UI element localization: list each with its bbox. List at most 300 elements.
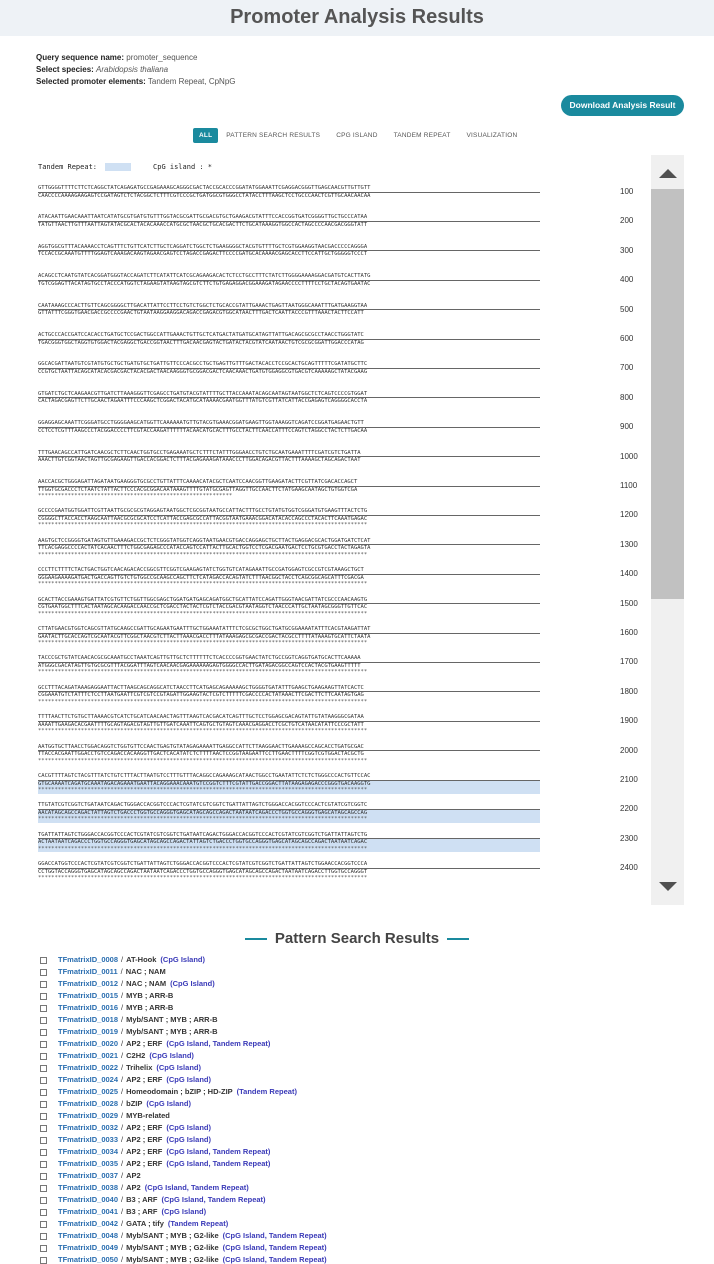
element-tags: (CpG Island) — [160, 955, 205, 964]
element-tags: (CpG Island, Tandem Repeat) — [166, 1039, 271, 1048]
sequence-block — [38, 685, 650, 706]
result-row — [40, 1242, 327, 1254]
sequence-block — [38, 303, 650, 324]
separator: / — [121, 979, 124, 988]
tfmatrix-link[interactable]: TFmatrixID_0035 — [58, 1159, 119, 1168]
tfmatrix-link[interactable]: TFmatrixID_0038 — [58, 1183, 119, 1192]
position-number: 1500 — [620, 598, 638, 608]
tfmatrix-link[interactable]: TFmatrixID_0021 — [58, 1051, 119, 1060]
result-checkbox[interactable] — [40, 1065, 47, 1072]
species-label: Select species: — [36, 65, 94, 74]
result-row — [40, 966, 327, 978]
position-number: 1100 — [620, 481, 638, 490]
tf-family: Myb/SANT ; MYB ; ARR-B — [126, 1015, 218, 1024]
tf-family: B3 ; ARF — [126, 1207, 158, 1216]
sequence-block — [38, 626, 650, 647]
sense-strand: CCCTTCTTTTCTACTGACTGGTCAACAGACACCGGCGTTCGGTCGAAGAGTATCTGGTGTCATAGAAATTGCCGATGGAGTCGCCGTCGTAAAGCTGCT — [38, 567, 540, 575]
result-row — [40, 1026, 327, 1038]
result-row — [40, 978, 327, 990]
cpg-marker-line — [38, 405, 540, 412]
sequence-block — [38, 832, 650, 853]
result-checkbox[interactable] — [40, 969, 47, 976]
query-name-value: promoter_sequence — [126, 53, 198, 62]
result-row — [40, 1170, 327, 1182]
cpg-marker-line: **************************************************************************************************** — [38, 551, 368, 558]
result-row — [40, 1230, 327, 1242]
sequence-block — [38, 597, 650, 618]
position-number: 2200 — [620, 804, 638, 814]
tandem-legend-label: Tandem Repeat: — [38, 163, 98, 171]
position-number: 700 — [620, 363, 634, 373]
position-number: 1300 — [620, 539, 638, 549]
cpg-marker-line: **************************************************************************************************** — [38, 581, 368, 588]
cpg-marker-line: **************************************************************************************************** — [38, 669, 368, 676]
element-tags: (CpG Island, Tandem Repeat) — [144, 1183, 249, 1192]
result-row — [40, 1254, 327, 1264]
result-row — [40, 1134, 327, 1146]
result-checkbox[interactable] — [40, 1005, 47, 1012]
sense-strand: GGAGGAGCAAATTCGGGATGCCTGGGGAAGCATGGTTCAAAAAATGTTGTACGTGAAACGGATGAAGTTGGTAAAGGTCAGATCCGGATGAGAACTGTT — [38, 420, 540, 428]
position-number: 1000 — [620, 451, 638, 461]
scroll-thumb[interactable] — [651, 189, 684, 599]
sequence-block — [38, 479, 650, 500]
tf-family: AP2 ; ERF — [126, 1147, 163, 1156]
result-row — [40, 1098, 327, 1110]
result-row — [40, 1002, 327, 1014]
result-tabs — [193, 128, 525, 143]
tf-family: AP2 ; ERF — [126, 1135, 163, 1144]
sense-strand: CAATAAAGCCCACTTGTTCAGCGGGGCTTGACATTATTCCTTCCTGTCTGGCTCTGCACCGTATTGAAACTGAGTTAATGGGCAAATTTGATGAAGGTAA — [38, 303, 540, 311]
result-checkbox[interactable] — [40, 1041, 47, 1048]
position-number: 300 — [620, 245, 634, 255]
tfmatrix-link[interactable]: TFmatrixID_0015 — [58, 991, 119, 1000]
result-row — [40, 1038, 327, 1050]
antisense-strand: TTACCACGAATTGGACCTGTCCAGACCACAAGGTTGACTCACATATCTCTTTTAACTCCGGTAAGAATTCCTTGAACTTTTCGGTCGTGGACTACGCTG — [38, 751, 364, 758]
position-number: 1400 — [620, 569, 638, 579]
separator: / — [120, 967, 123, 976]
sense-strand: AAGTGCTCCGGGGTGATAGTGTTGAAAGACCGCTCTCGGGTATGGTCAGGTAATGAACGTGACCAGGAGCTGCTTACTGAGGACGCACTGGATGATCTCAT — [38, 538, 540, 546]
antisense-strand: ACTAATAATCAGACCCTGGTGCCAGGGTGAGCATAGCAGCCAGACTATTAGTCTGACCCTGGTGCCAGGGTGAGCATAGCAGCCAGACTAATAATCAGAC — [38, 839, 540, 846]
position-number: 900 — [620, 422, 634, 432]
result-row — [40, 1062, 327, 1074]
antisense-strand: CAACCCCAAAAGAAGAGTCCGATAGTCTCTACGGCTCTTTCGTCCCGCTGATGGCGTGGGCCTATACCTTTAAGCTCCTGCCCAACTCGTTGCAACAACAA — [38, 192, 371, 199]
separator: / — [121, 1243, 124, 1252]
tf-family: B3 ; ARF — [126, 1195, 158, 1204]
result-checkbox[interactable] — [40, 1137, 47, 1144]
position-number: 1900 — [620, 716, 638, 726]
cpg-marker-line — [38, 287, 540, 294]
separator: / — [121, 1207, 124, 1216]
position-number: 1800 — [620, 686, 638, 696]
sense-strand: ACTGCCCACCGATCCACACCTGATGCTCCGACTGGCCATTGAAACTGTTGCTCATGACTATGATGCATAGTTATTGACAGCGCGCCTAACCTGGGTATC — [38, 332, 540, 340]
antisense-strand: AACATAGCAGCCAGACTATTAGTCTGACCCTGGTGCCAGGGTGAGCATAGCAGCCAGACTAATAATCAGACCCTGGTGCCAGGGTGAGCATAGCAGCCAG — [38, 810, 540, 817]
tf-family: AP2 — [126, 1183, 141, 1192]
position-number: 1200 — [620, 510, 638, 520]
sequence-block — [38, 508, 650, 529]
sequence-block — [38, 655, 650, 676]
tf-family: MYB ; ARR-B — [126, 991, 174, 1000]
sequence-block — [38, 773, 650, 794]
tfmatrix-link[interactable]: TFmatrixID_0033 — [58, 1135, 119, 1144]
sequence-scrollbar[interactable] — [651, 155, 684, 905]
antisense-strand: TGTCGGAGTTACATAGTGCCTACCCATGGTCTAGAAGTATAAGTAGCGTCTTCTGTGAGAGGACGGAAAGATAGAACCCCTTTTCCTGCTACAGTGAATAC — [38, 280, 371, 287]
query-info — [36, 52, 236, 88]
tf-family: NAC ; NAM — [125, 967, 166, 976]
antisense-strand: GTGCAAAATCAGATGCAAATAGACAGAAATGAATTACAGGAAACAAATGTCCGGTCTTTCGTATTGACCGGACTTATAAGAGAGACCCGGGTGACAAGGTG — [38, 781, 540, 788]
result-row — [40, 1086, 327, 1098]
tfmatrix-link[interactable]: TFmatrixID_0040 — [58, 1195, 119, 1204]
result-checkbox[interactable] — [40, 1221, 47, 1228]
separator: / — [121, 1051, 124, 1060]
result-row — [40, 1218, 327, 1230]
tfmatrix-link[interactable]: TFmatrixID_0025 — [58, 1087, 119, 1096]
position-number: 2100 — [620, 775, 638, 784]
species-value: Arabidopsis thaliana — [96, 65, 169, 74]
antisense-strand: AAAATTGAAGACACGAATTTTGCAGTAGACGTAGTTGTTGATCAAATTCAGTGCTGTAGTCAAACGAGGACCTCGCTGTCATAACATATTCCCGCTATT — [38, 721, 364, 728]
separator: / — [121, 1075, 124, 1084]
sequence-legend — [38, 163, 212, 171]
separator: / — [121, 955, 124, 964]
separator: / — [121, 1111, 124, 1120]
position-number: 1600 — [620, 628, 638, 637]
cpg-marker-line — [38, 228, 540, 235]
cpg-marker-line — [38, 199, 540, 206]
sequence-panel — [36, 155, 650, 905]
tf-family: Myb/SANT ; MYB ; ARR-B — [126, 1027, 218, 1036]
tfmatrix-link[interactable]: TFmatrixID_0034 — [58, 1147, 119, 1156]
sense-strand: TTTGAACAGCCATTGATCAACGCTCTTCAACTGGTGCCTGAGAAATGCTCTTTCTATTTGGGAACCTGTCTGCAATGAAATTTTCGATCGTCTGATTA — [38, 450, 540, 458]
tfmatrix-link[interactable]: TFmatrixID_0048 — [58, 1231, 119, 1240]
cpg-marker-line: **************************************************************************************************** — [38, 522, 368, 529]
tf-family: AP2 ; ERF — [126, 1039, 163, 1048]
result-checkbox[interactable] — [40, 1149, 47, 1156]
cpg-marker-line: **************************************************************************************************** — [38, 757, 368, 764]
antisense-strand: CCTGGTACCAGGGTGAGCATAGCAGCCAGACTAATAATCAGACCCTGGTGCCAGGGTGAGCATAGCAGCCAGACTAATAATCAGACCTTGGTGCCAGGGT — [38, 868, 368, 875]
tf-family: AP2 — [126, 1171, 141, 1180]
tfmatrix-link[interactable]: TFmatrixID_0008 — [58, 955, 119, 964]
position-number: 400 — [620, 275, 634, 285]
tandem-legend-swatch — [105, 163, 131, 171]
scroll-up-arrow-icon[interactable] — [659, 169, 677, 178]
sense-strand: AATGGTGCTTAACCTGGACAGGTCTGGTGTTCCAACTGAGTGTATAGAGAAAATTGAGGCCATTCTTAAGGAACTTGAAAAGCCAGCACCTGATGCGAC — [38, 744, 540, 752]
sense-strand: GGCACGATTAATGTCGTATGTGCTGCTGATGTGCTGATTGTTCCCACGCCTGCTGAGTTGTTTGACTACACCTCCGCACTGCAGTTTTTCGATATGCTTC — [38, 361, 540, 369]
sequence-block — [38, 185, 650, 206]
result-checkbox[interactable] — [40, 1101, 47, 1108]
result-row — [40, 1182, 327, 1194]
separator: / — [121, 1135, 124, 1144]
tfmatrix-link[interactable]: TFmatrixID_0037 — [58, 1171, 119, 1180]
species-row — [36, 64, 236, 76]
elements-row — [36, 76, 236, 88]
elements-value: Tandem Repeat, CpNpG — [147, 77, 236, 86]
sense-strand: CTTATGAACGTGGTCAGCGTTATGCAAGCCGATTGCAGAATGAATTTGCTGGAAATATTTCTCGCGCTGGCTGATGCGGAAAATATTTCACGTAAGATTAT — [38, 626, 540, 634]
query-name-label: Query sequence name: — [36, 53, 125, 62]
position-number: 2300 — [620, 833, 638, 843]
element-tags: (CpG Island) — [166, 1123, 211, 1132]
tf-family: GATA ; tify — [126, 1219, 164, 1228]
sense-strand: AGGTGGCGTTTACAAAACCTCAGTTTCTGTTCATCTTGCTCAGGATCTGGCTCTGAAGGGGCTACGTGTTTTGCTCGTGGAAGGTAACGACCCCCAGGGA — [38, 244, 540, 252]
result-row — [40, 1146, 327, 1158]
cpg-marker-line — [38, 346, 540, 353]
sequence-block — [38, 802, 650, 823]
page-title: Promoter Analysis Results — [230, 6, 484, 28]
antisense-strand: GGGAAGAAAAGATGACTGACCAGTTGTCTGTGGCCGCAAGCCAGCTTCTCATAGACCACAGTATCTTTAACGGCTACCTCAGCGGCAGCATTTCGACGA — [38, 574, 364, 581]
sequence-block — [38, 244, 650, 265]
element-tags: (CpG Island, Tandem Repeat) — [222, 1255, 327, 1264]
antisense-strand: GAATACTTGCACCAGTCGCAATACGTTCGGCTAACGTCTTACTTAAACGACCTTTATAAAGAGCGCGACCGACTACGCCTTTTATAAAGTGCATTCTAATA — [38, 633, 371, 640]
cpg-marker-line — [38, 375, 540, 382]
cpg-marker-line — [38, 434, 540, 441]
tfmatrix-link[interactable]: TFmatrixID_0019 — [58, 1027, 119, 1036]
result-checkbox[interactable] — [40, 1053, 47, 1060]
antisense-strand: CACTAGACGAGTTCTTGCAACTAGAATTTCCCAAGCTCGGACTACATGCATAAAACGAATGGTTTATGTCGTTATCATTACCGAGAGTCAGGGGCACCTA — [38, 398, 368, 405]
position-number: 2400 — [620, 863, 638, 873]
element-tags: (Tandem Repeat) — [236, 1087, 297, 1096]
antisense-strand: ATGGGCGACATAGTTGTGCGCGTTTACGGATTTAGTCAACAACGAGAAAAAAGAGTGGGGCCACTTGATAGACGGCCAGTCCACTACGTGAAGTTTTT — [38, 662, 361, 669]
tab-cpg-island[interactable]: CPG ISLAND — [336, 132, 378, 139]
download-analysis-button[interactable]: Download Analysis Result — [561, 95, 684, 116]
tfmatrix-link[interactable]: TFmatrixID_0011 — [58, 967, 118, 976]
tf-family: Homeodomain ; bZIP ; HD-ZIP — [126, 1087, 233, 1096]
sequence-block — [38, 714, 650, 735]
tf-family: MYB ; ARR-B — [126, 1003, 174, 1012]
position-number: 600 — [620, 334, 634, 343]
position-number: 200 — [620, 216, 634, 226]
result-checkbox[interactable] — [40, 1125, 47, 1132]
tfmatrix-link[interactable]: TFmatrixID_0042 — [58, 1219, 119, 1228]
sense-strand: TTGTATCGTCGGTCTGATAATCAGACTGGGACCACGGTCCCACTCGTATCGTCGGTCTGATTATTAGTCTGGGACCACGGTCCCACTCGTATCGTCGGTC — [38, 802, 540, 810]
result-checkbox[interactable] — [40, 1257, 47, 1264]
sequence-block — [38, 332, 650, 353]
cpg-marker-line: **************************************************************************************************** — [38, 875, 368, 882]
cpg-marker-line: *********************************************************** — [38, 493, 233, 499]
cpg-marker-line: **************************************************************************************************** — [38, 846, 540, 853]
cpg-marker-line: **************************************************************************************************** — [38, 640, 368, 646]
separator: / — [121, 1123, 124, 1132]
tfmatrix-link[interactable]: TFmatrixID_0041 — [58, 1207, 119, 1216]
sequence-block — [38, 450, 650, 471]
sense-strand: GCACTTACCGAAAGTGATTATCGTGTTCTGGTTGGCGAGCTGGATGATGAGCAGATGGCTGCATTATCCAGATTGGGTAACGATTATCGCCCAACAAGTG — [38, 597, 540, 605]
sequence-block — [38, 538, 650, 559]
element-tags: (CpG Island) — [170, 979, 215, 988]
result-row — [40, 1050, 327, 1062]
antisense-strand: TCCACCGCAAATGTTTTGGAGTCAAAGACAAGTAGAACGAGTCCTAGACCGAGACTTCCCCGATGCACAAAACGAGCACCTTCCATTGCTGGGGGTCCCT — [38, 251, 368, 258]
antisense-strand: CCTCCTCGTTTAAGCCCTACGGACCCCTTCGTACCAAGATTTTTTACAACATGCACTTTGCCTACTTCAACCATTTCCAGTCTAGGCCTACTCTTGACAA — [38, 427, 368, 434]
antisense-strand: GTTATTTCGGGTGAACGACCGCCCCGAACTGTAATAAGGAAGGACAGACCGAGACGTGGCATAACTTTGACTCAATTACCCGTTTAAACTACTTCCATT — [38, 310, 364, 317]
cpg-marker-line: **************************************************************************************************** — [38, 728, 368, 735]
tfmatrix-link[interactable]: TFmatrixID_0049 — [58, 1243, 119, 1252]
separator: / — [121, 1027, 124, 1036]
result-checkbox[interactable] — [40, 1209, 47, 1216]
result-checkbox[interactable] — [40, 981, 47, 988]
separator: / — [121, 1255, 124, 1264]
sense-strand: TACCCGCTGTATCAACACGCGCAAATGCCTAAATCAGTTGTTGCTCTTTTTTCTCACCCCGGTGAACTATCTGCCGGTCAGGTGATGCACTTCAAAAA — [38, 655, 540, 663]
scroll-down-arrow-icon[interactable] — [659, 882, 677, 891]
sense-strand: TGATTATTAGTCTGGGACCACGGTCCCACTCGTATCGTCGGTCTGATAATCAGACTGGGACCACGGTCCCACTCGTATCGTCGGTCTGATTATTAGTCTG — [38, 832, 540, 840]
tf-family: AP2 ; ERF — [126, 1159, 163, 1168]
element-tags: (CpG Island) — [156, 1063, 201, 1072]
result-checkbox[interactable] — [40, 1233, 47, 1240]
element-tags: (CpG Island, Tandem Repeat) — [166, 1159, 271, 1168]
result-checkbox[interactable] — [40, 1089, 47, 1096]
separator: / — [121, 1159, 124, 1168]
pattern-results-list — [40, 954, 327, 1264]
result-checkbox[interactable] — [40, 1245, 47, 1252]
tf-family: AT-Hook — [126, 955, 157, 964]
result-row — [40, 1206, 327, 1218]
result-checkbox[interactable] — [40, 1077, 47, 1084]
tfmatrix-link[interactable]: TFmatrixID_0050 — [58, 1255, 119, 1264]
result-row — [40, 954, 327, 966]
element-tags: (CpG Island, Tandem Repeat) — [161, 1195, 266, 1204]
tfmatrix-link[interactable]: TFmatrixID_0018 — [58, 1015, 119, 1024]
sense-strand: ATACAATTGAACAAATTAATCATATGCGTGATGTGTTTGGTACGCGATTGCGACGTGCTGAAGACGTATTTCCACCGGTGATCGGGGTTGCTGCCCATAA — [38, 214, 540, 222]
tfmatrix-link[interactable]: TFmatrixID_0029 — [58, 1111, 119, 1120]
header-rule-right — [447, 938, 469, 940]
cpg-marker-line: **************************************************************************************************** — [38, 816, 540, 823]
result-row — [40, 990, 327, 1002]
tf-family: MYB-related — [126, 1111, 170, 1120]
element-tags: (CpG Island) — [166, 1075, 211, 1084]
header-rule-left — [245, 938, 267, 940]
result-checkbox[interactable] — [40, 1197, 47, 1204]
sequence-block — [38, 861, 650, 882]
result-row — [40, 1158, 327, 1170]
tf-family: Myb/SANT ; MYB ; G2-like — [126, 1243, 219, 1252]
tfmatrix-link[interactable]: TFmatrixID_0024 — [58, 1075, 119, 1084]
position-number: 2000 — [620, 745, 638, 755]
separator: / — [121, 991, 124, 1000]
cpg-legend-label: CpG island : * — [153, 163, 213, 171]
antisense-strand: TATGTTAACTTGTTTAATTAGTATACGCACTACACAAACCATGCGCTAACGCTGCACGACTTCTGCATAAAGGTGGCCACTAGCCCCAACGACGGGTATT — [38, 221, 368, 228]
tab-pattern-search-results[interactable]: PATTERN SEARCH RESULTS — [226, 132, 321, 139]
pattern-search-title: Pattern Search Results — [274, 930, 440, 947]
antisense-strand: TTGGTGCGACCCTCTAATCTATTACTTCCCACGCGGACAATAAAGTTTTGTATGCGAGTTAGGTTGCCAACTTCTATGAAGCAATAGCTGTGGTCGA — [38, 486, 358, 493]
separator: / — [121, 1231, 124, 1240]
antisense-strand: CGTGAATGGCTTTCACTAATAGCACAAGACCAACCGCTCGACCTACTACTCGTCTACCGACGTAATAGGTCTAACCCATTGCTAATAGCGGGTTGTTCAC — [38, 604, 368, 611]
antisense-strand: TTCACGAGGCCCCACTATCACAACTTTCTGGCGAGAGCCCATACCAGTCCATTACTTGCACTGGTCCTCGACGAATGACTCCTGCGTGACCTACTAGAGTA — [38, 545, 371, 552]
sense-strand: ACAGCCTCAATGTATCACGGATGGGTACCAGATCTTCATATTCATCGCAGAAGACACTCTCCTGCCTTTCTATCTTGGGGAAAAGGACGATGTCACTTATG — [38, 273, 540, 281]
result-row — [40, 1122, 327, 1134]
result-row — [40, 1074, 327, 1086]
separator: / — [121, 1087, 124, 1096]
sense-strand: CACGTTTTAGTCTACGTTTATCTGTCTTTACTTAATGTCCTTTGTTTACAGGCCAGAAAGCATAACTGGCCTGAATATTCTCTCTGGGCCCACTGTTCCAC — [38, 773, 540, 781]
result-checkbox[interactable] — [40, 1161, 47, 1168]
element-tags: (CpG Island) — [166, 1135, 211, 1144]
tfmatrix-link[interactable]: TFmatrixID_0012 — [58, 979, 119, 988]
result-checkbox[interactable] — [40, 993, 47, 1000]
sequence-block — [38, 214, 650, 235]
tfmatrix-link[interactable]: TFmatrixID_0022 — [58, 1063, 119, 1072]
tf-family: NAC ; NAM — [126, 979, 167, 988]
position-number: 800 — [620, 392, 634, 402]
cpg-marker-line: **************************************************************************************************** — [38, 787, 540, 794]
separator: / — [121, 1183, 124, 1192]
result-checkbox[interactable] — [40, 1173, 47, 1180]
position-number: 1700 — [620, 657, 638, 667]
result-checkbox[interactable] — [40, 1029, 47, 1036]
position-number: 500 — [620, 304, 634, 314]
element-tags: (CpG Island, Tandem Repeat) — [166, 1147, 271, 1156]
sense-strand: AACCACGCTGGGAGATTAGATAATGAAGGGTGCGCCTGTTATTTCAAAACATACGCTCAATCCAACGGTTGAAGATACTTCGTTATCGACACCAGCT — [38, 479, 540, 487]
pattern-search-header — [0, 930, 714, 947]
elements-label: Selected promoter elements: — [36, 77, 146, 86]
tfmatrix-link[interactable]: TFmatrixID_0028 — [58, 1099, 119, 1108]
result-checkbox[interactable] — [40, 1017, 47, 1024]
cpg-marker-line — [38, 258, 540, 265]
cpg-marker-line — [38, 317, 540, 324]
separator: / — [121, 1219, 124, 1228]
sequence-block — [38, 391, 650, 412]
sequence-block — [38, 273, 650, 294]
antisense-strand: CGGAAATGTCTATTTCTCCTTAATGAATTCGTCGTCCGTAGATTGGAAGTACTCGTCTTTTTCGACCCCACTATAAACTTCGACTTCTTCAATAGTGAG — [38, 692, 364, 699]
tf-family: bZIP — [126, 1099, 143, 1108]
element-tags: (CpG Island, Tandem Repeat) — [222, 1231, 327, 1240]
element-tags: (CpG Island) — [146, 1099, 191, 1108]
tfmatrix-link[interactable]: TFmatrixID_0016 — [58, 1003, 119, 1012]
result-row — [40, 1194, 327, 1206]
tf-family: Myb/SANT ; MYB ; G2-like — [126, 1255, 219, 1264]
tab-tandem-repeat[interactable]: TANDEM REPEAT — [393, 132, 451, 139]
tab-visualization[interactable]: VISUALIZATION — [466, 132, 518, 139]
separator: / — [121, 1003, 124, 1012]
result-row — [40, 1014, 327, 1026]
separator: / — [121, 1039, 124, 1048]
sense-strand: GTTGGGGTTTTCTTCTCAGGCTATCAGAGATGCCGAGAAAGCAGGGCGACTACCGCACCCGGATATGGAAATTCGAGGACGGGTTGAGCAACGTTGTTGTT — [38, 185, 540, 193]
separator: / — [121, 1195, 124, 1204]
result-checkbox[interactable] — [40, 1185, 47, 1192]
sense-strand: GTGATCTGCTCAAGAACGTTGATCTTAAAGGGTTCGAGCCTGATGTACGTATTTTGCTTACCAAATACAGCAATAGTAATGGCTCTCAGTCCCCGTGGAT — [38, 391, 540, 399]
separator: / — [121, 1063, 124, 1072]
tf-family: AP2 ; ERF — [126, 1123, 163, 1132]
antisense-strand: CGGGGCTTACCACCTAAGCAATTAACGCGCGCATCCTCATTACCGAGCGCCATTACGGTAATGAAACGGACATACACCAGCCCTACACTTCAAATGAGAC — [38, 515, 368, 522]
separator: / — [121, 1171, 124, 1180]
element-tags: (CpG Island) — [161, 1207, 207, 1216]
tfmatrix-link[interactable]: TFmatrixID_0020 — [58, 1039, 119, 1048]
separator: / — [121, 1015, 124, 1024]
sequence-block — [38, 420, 650, 441]
tfmatrix-link[interactable]: TFmatrixID_0032 — [58, 1123, 119, 1132]
element-tags: (CpG Island) — [149, 1051, 194, 1060]
query-name-row — [36, 52, 236, 64]
sequence-block — [38, 567, 650, 588]
result-checkbox[interactable] — [40, 1113, 47, 1120]
tf-family: C2H2 — [126, 1051, 146, 1060]
cpg-marker-line: **************************************************************************************************** — [38, 610, 368, 617]
separator: / — [121, 1147, 124, 1156]
antisense-strand: CCGTGCTAATTACAGCATACACGACGACTACACGACTAACAAGGGTGCGGACGACTCAACAAACTGATGTGGAGGCGTGACGTCAAAAAGCTATACGAAG — [38, 368, 368, 375]
position-number: 100 — [620, 187, 634, 196]
antisense-strand: AAACTTGTCGGTAACTAGTTGCGAGAAGTTGACCACGGACTCTTTACGAGAAAGATAAACCCTTGGACAGACGTTACTTTAAAAGCTAGCAGACTAAT — [38, 457, 361, 464]
cpg-marker-line: **************************************************************************************************** — [38, 698, 368, 705]
element-tags: (CpG Island, Tandem Repeat) — [222, 1243, 327, 1252]
separator: / — [121, 1099, 124, 1108]
sequence-block — [38, 361, 650, 382]
tab-all[interactable]: ALL — [193, 128, 218, 143]
sense-strand: TTTTAACTTCTGTGCTTAAAACGTCATCTGCATCAACAACTAGTTTAAGTCACGACATCAGTTTGCTCCTGGAGCGACAGTATTGTATAAGGGCGATAA — [38, 714, 540, 722]
sense-strand: GCCTTTACAGATAAAGAGGAATTACTTAAGCAGCAGGCATCTAACCTTCATGAGCAGAAAAAGCTGGGGTGATATTTGAAGCTGAAGAAGTTATCACTC — [38, 685, 540, 693]
tf-family: AP2 ; ERF — [126, 1075, 163, 1084]
element-tags: (Tandem Repeat) — [167, 1219, 229, 1228]
result-checkbox[interactable] — [40, 957, 47, 964]
antisense-strand: TGACGGGTGGCTAGGTGTGGACTACGAGGCTGACCGGTAACTTTGACAACGAGTACTGATACTACGTATCAATAACTGTCGCGCGGATTGGACCCATAG — [38, 339, 364, 346]
cpg-marker-line — [38, 464, 540, 471]
sense-strand: GCCCCGAATGGTGGATTCGTTAATTGCGCGCGTAGGAGTAATGGCTCGCGGTAATGCCATTACTTTGCCTGTATGTGGTCGGGATGTGAAGTTTACTCTG — [38, 508, 540, 516]
result-row — [40, 1110, 327, 1122]
sense-strand: GGACCATGGTCCCACTCGTATCGTCGGTCTGATTATTAGTCTGGGACCACGGTCCCACTCGTATCGTCGGTCTGATTATTAGTCTGGAACCACGGTCCCA — [38, 861, 540, 869]
sequence-block — [38, 744, 650, 765]
tf-family: Trihelix — [126, 1063, 153, 1072]
